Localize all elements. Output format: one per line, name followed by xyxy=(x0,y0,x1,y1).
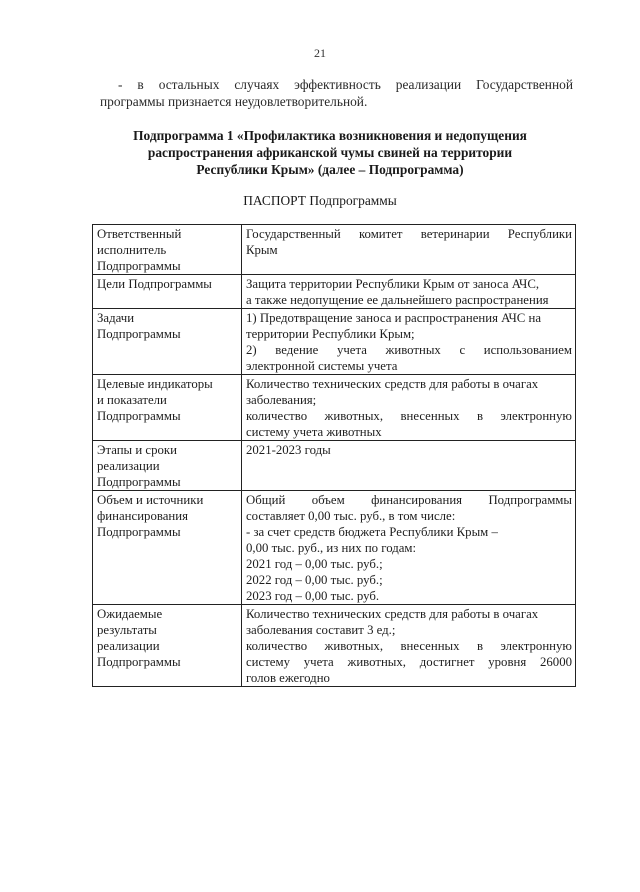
intro-line: - в остальных случаях эффективность реализации Государственной xyxy=(118,77,573,92)
table-row xyxy=(93,491,576,605)
value-line: количество животных, внесенных в электронную xyxy=(246,409,572,423)
label-line: финансирования xyxy=(97,509,188,523)
heading-line: распространения африканской чумы свиней на территории xyxy=(147,145,513,160)
value-line: 2021 год – 0,00 тыс. руб.; xyxy=(246,557,383,571)
label-line: Цели Подпрограммы xyxy=(97,277,212,291)
value-line: Количество технических средств для работы в очагах xyxy=(246,377,539,391)
label-line: Объем и источники xyxy=(97,493,204,507)
value-line: Защита территории Республики Крым от заноса АЧС, xyxy=(246,277,540,291)
table-row xyxy=(93,309,576,375)
row-label-cell xyxy=(93,441,242,491)
value-line: 0,00 тыс. руб., из них по годам: xyxy=(246,541,417,555)
label-line: Ответственный xyxy=(97,227,182,241)
row-label-cell xyxy=(93,605,242,687)
row-value-cell xyxy=(242,375,576,441)
intro-line: программы признается неудовлетворительной. xyxy=(100,94,368,109)
value-line: Крым xyxy=(246,243,278,257)
value-line: систему учета животных, достигнет уровня 26000 xyxy=(246,655,572,669)
row-label-cell xyxy=(93,275,242,309)
label-line: Подпрограммы xyxy=(97,525,181,539)
row-label-cell xyxy=(93,225,242,275)
label-line: реализации xyxy=(97,639,160,653)
label-line: и показатели xyxy=(97,393,167,407)
value-line: голов ежегодно xyxy=(246,671,330,685)
table-row xyxy=(93,441,576,491)
value-line: территории Республики Крым; xyxy=(246,327,415,341)
value-line: 2021-2023 годы xyxy=(246,443,331,457)
row-label-cell xyxy=(93,491,242,605)
label-line: Подпрограммы xyxy=(97,259,181,273)
label-line: Подпрограммы xyxy=(97,655,181,669)
value-line: а также недопущение ее дальнейшего распространения xyxy=(246,293,549,307)
value-line: 2022 год – 0,00 тыс. руб.; xyxy=(246,573,383,587)
heading-line: Республики Крым» (далее – Подпрограмма) xyxy=(196,162,464,177)
intro-paragraph xyxy=(100,76,573,110)
value-line: Количество технических средств для работы в очагах xyxy=(246,607,539,621)
row-value-cell xyxy=(242,605,576,687)
label-line: Подпрограммы xyxy=(97,327,181,341)
label-line: Целевые индикаторы xyxy=(97,377,213,391)
passport-table xyxy=(92,224,576,687)
label-line: Задачи xyxy=(97,311,135,325)
value-line: - за счет средств бюджета Республики Крым – xyxy=(246,525,498,539)
row-label-cell xyxy=(93,309,242,375)
value-line: количество животных, внесенных в электронную xyxy=(246,639,572,653)
table-row xyxy=(93,375,576,441)
table-row xyxy=(93,605,576,687)
table-row xyxy=(93,275,576,309)
row-value-cell xyxy=(242,225,576,275)
value-line: систему учета животных xyxy=(246,425,382,439)
value-line: заболевания составит 3 ед.; xyxy=(246,623,396,637)
value-line: 2023 год – 0,00 тыс. руб. xyxy=(246,589,380,603)
value-line: заболевания; xyxy=(246,393,317,407)
label-line: реализации xyxy=(97,459,160,473)
value-line: Общий объем финансирования Подпрограммы xyxy=(246,493,572,507)
value-line: Государственный комитет ветеринарии Республики xyxy=(246,227,572,241)
value-line: 2) ведение учета животных с использованием xyxy=(246,343,572,357)
label-line: исполнитель xyxy=(97,243,167,257)
table-row xyxy=(93,225,576,275)
row-value-cell xyxy=(242,491,576,605)
subprogram-heading xyxy=(90,127,570,178)
page-number: 21 xyxy=(314,46,326,60)
passport-title: ПАСПОРТ Подпрограммы xyxy=(243,193,397,208)
label-line: результаты xyxy=(97,623,157,637)
row-value-cell xyxy=(242,441,576,491)
row-value-cell xyxy=(242,275,576,309)
label-line: Подпрограммы xyxy=(97,409,181,423)
value-line: 1) Предотвращение заноса и распространения АЧС на xyxy=(246,311,542,325)
label-line: Этапы и сроки xyxy=(97,443,177,457)
row-label-cell xyxy=(93,375,242,441)
value-line: электронной системы учета xyxy=(246,359,398,373)
label-line: Ожидаемые xyxy=(97,607,163,621)
row-value-cell xyxy=(242,309,576,375)
value-line: составляет 0,00 тыс. руб., в том числе: xyxy=(246,509,456,523)
label-line: Подпрограммы xyxy=(97,475,181,489)
heading-line: Подпрограмма 1 «Профилактика возникновения и недопущения xyxy=(133,128,527,143)
